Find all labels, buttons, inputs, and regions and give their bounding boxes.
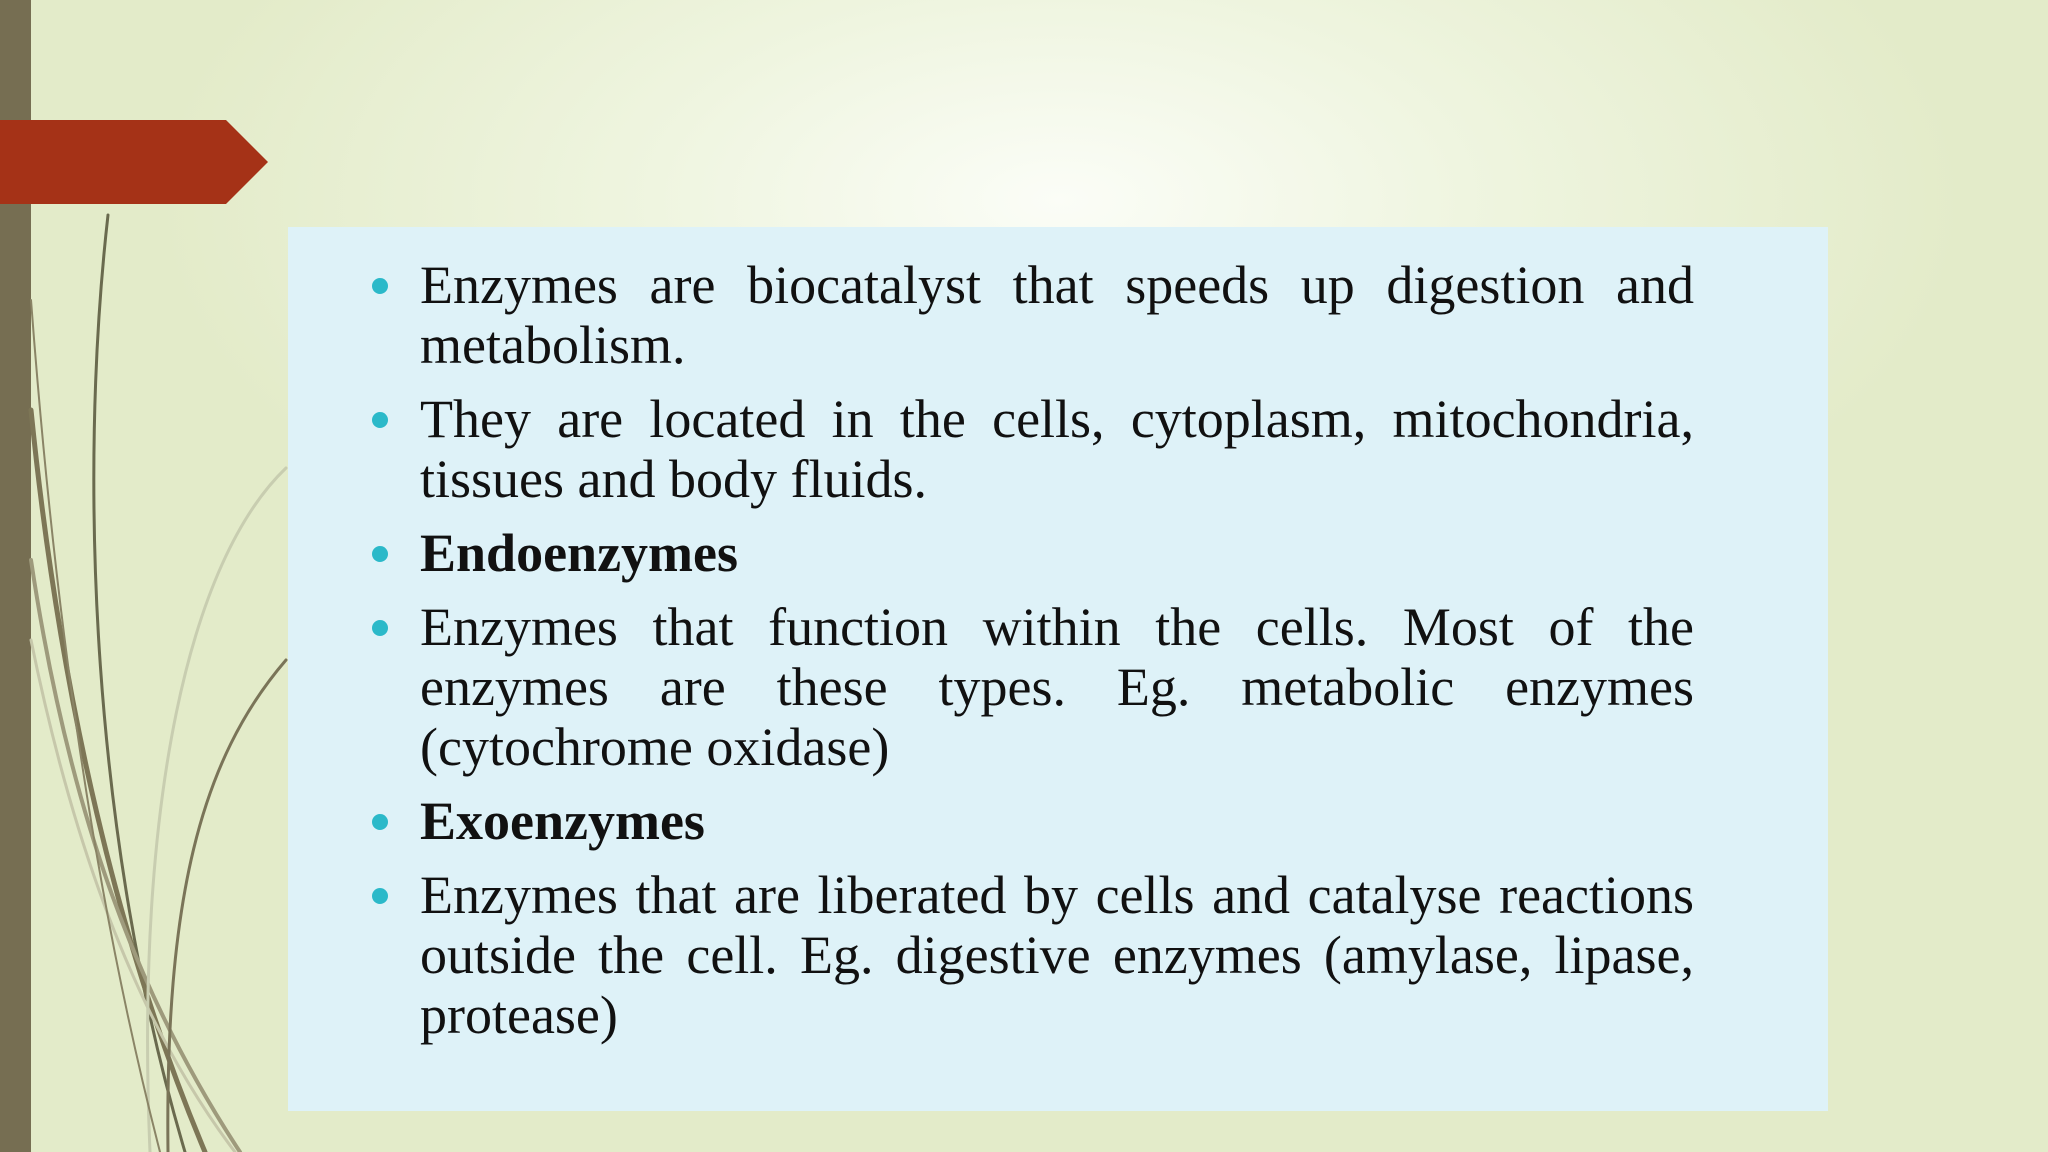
- bullet-item-definition: [372, 255, 1694, 375]
- bullet-dot-icon: [372, 278, 388, 294]
- bullet-dot-icon: [372, 814, 388, 830]
- bullet-list: [372, 255, 1694, 1059]
- bullet-item-endoenzymes-description: [372, 597, 1694, 777]
- bullet-dot-icon: [372, 888, 388, 904]
- bullet-text: Enzymes that are liberated by cells and catalyse reactions outside the cell. Eg. digestive enzymes (amylase, lipase, protease): [420, 865, 1694, 1045]
- bullet-dot-icon: [372, 546, 388, 562]
- bullet-text: Exoenzymes: [420, 791, 705, 851]
- bullet-item-exoenzymes-description: [372, 865, 1694, 1045]
- bullet-item-endoenzymes-heading: [372, 523, 1694, 583]
- bullet-item-exoenzymes-heading: [372, 791, 1694, 851]
- bullet-text: Enzymes are biocatalyst that speeds up digestion and metabolism.: [420, 255, 1694, 375]
- bullet-text: They are located in the cells, cytoplasm, mitochondria, tissues and body fluids.: [420, 389, 1694, 509]
- accent-arrow-tag: [0, 120, 268, 204]
- content-box: [288, 227, 1828, 1111]
- bullet-dot-icon: [372, 620, 388, 636]
- bullet-text: Endoenzymes: [420, 523, 739, 583]
- bullet-item-location: [372, 389, 1694, 509]
- bullet-dot-icon: [372, 412, 388, 428]
- bullet-text: Enzymes that function within the cells. Most of the enzymes are these types. Eg. metabolic enzymes (cytochrome oxidase): [420, 597, 1694, 777]
